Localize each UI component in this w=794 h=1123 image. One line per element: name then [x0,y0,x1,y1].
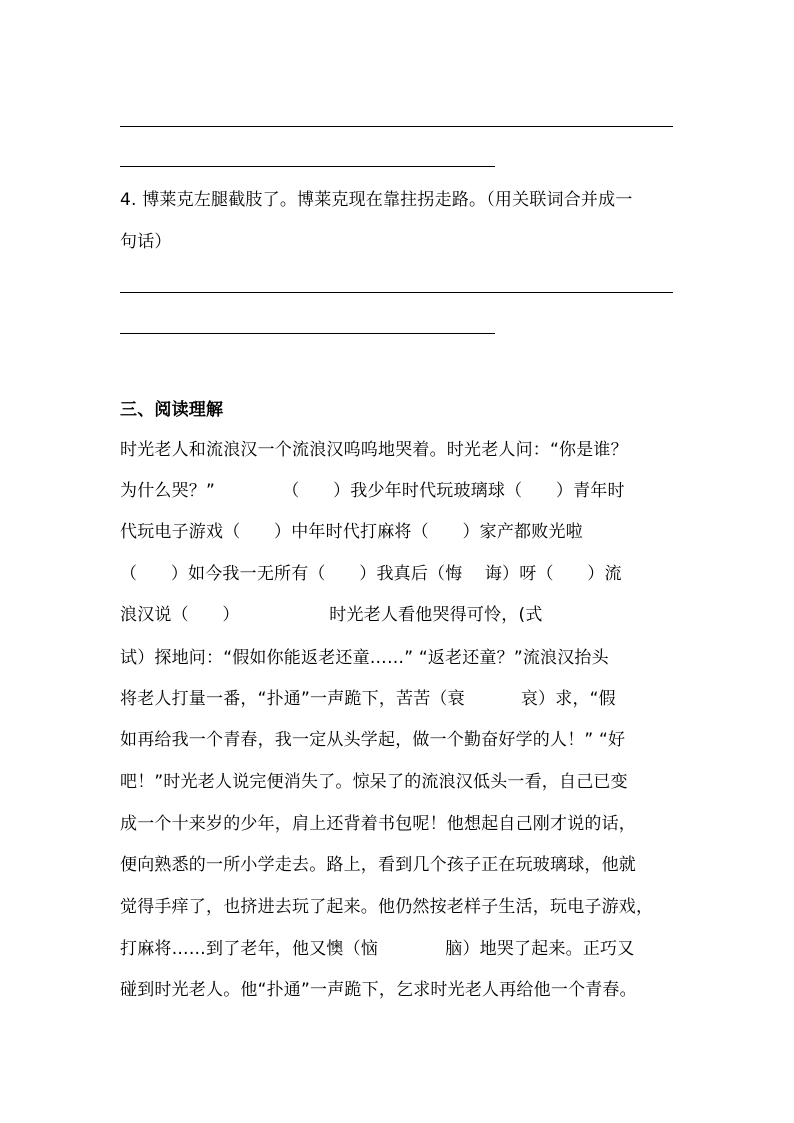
question-4-text: 4. 博莱克左腿截肢了。博莱克现在靠拄拐走路。（用关联词合并成一 [120,190,633,210]
passage-line: 吧！”时光老人说完便消失了。惊呆了的流浪汉低头一看，自己已变 [120,772,628,792]
passage-line: 成一个十来岁的少年，肩上还背着书包呢！他想起自己刚才说的话， [120,814,636,834]
answer-line[interactable] [120,166,495,167]
passage-line: （ ）如今我一无所有（ ）我真后（悔 诲）呀（ ）流 [120,564,622,584]
question-4-text-cont: 句话） [120,232,172,252]
passage-line: 将老人打量一番，“扑通”一声跪下，苦苦（衰 哀）求，“假 [120,689,616,709]
passage-line: 碰到时光老人。他“扑通”一声跪下，乞求时光老人再给他一个青春。 [120,980,637,1000]
answer-line[interactable] [120,126,673,127]
passage-line: 打麻将……到了老年，他又懊（恼 脑）地哭了起来。正巧又 [120,939,635,959]
passage-line: 为什么哭？” （ ）我少年时代玩玻璃球（ ）青年时 [120,481,625,501]
passage-line: 代玩电子游戏（ ）中年时代打麻将（ ）家产都败光啦 [120,522,583,542]
answer-line[interactable] [120,292,673,293]
passage-line: 时光老人和流浪汉一个流浪汉呜呜地哭着。时光老人问：“你是谁？ [120,440,628,460]
answer-line[interactable] [120,333,495,334]
section-heading: 三、阅读理解 [120,400,224,420]
passage-line: 觉得手痒了，也挤进去玩了起来。他仍然按老样子生活，玩电子游戏， [120,897,654,917]
passage-line: 便向熟悉的一所小学走去。路上，看到几个孩子正在玩玻璃球，他就 [120,855,636,875]
passage-line: 如再给我一个青春，我一定从头学起，做一个勤奋好学的人！” “好 [120,730,626,750]
passage-line: 浪汉说（ ） 时光老人看他哭得可怜，(式 [120,605,543,625]
passage-line: 试）探地问：“假如你能返老还童……” “返老还童？”流浪汉抬头 [120,648,609,668]
